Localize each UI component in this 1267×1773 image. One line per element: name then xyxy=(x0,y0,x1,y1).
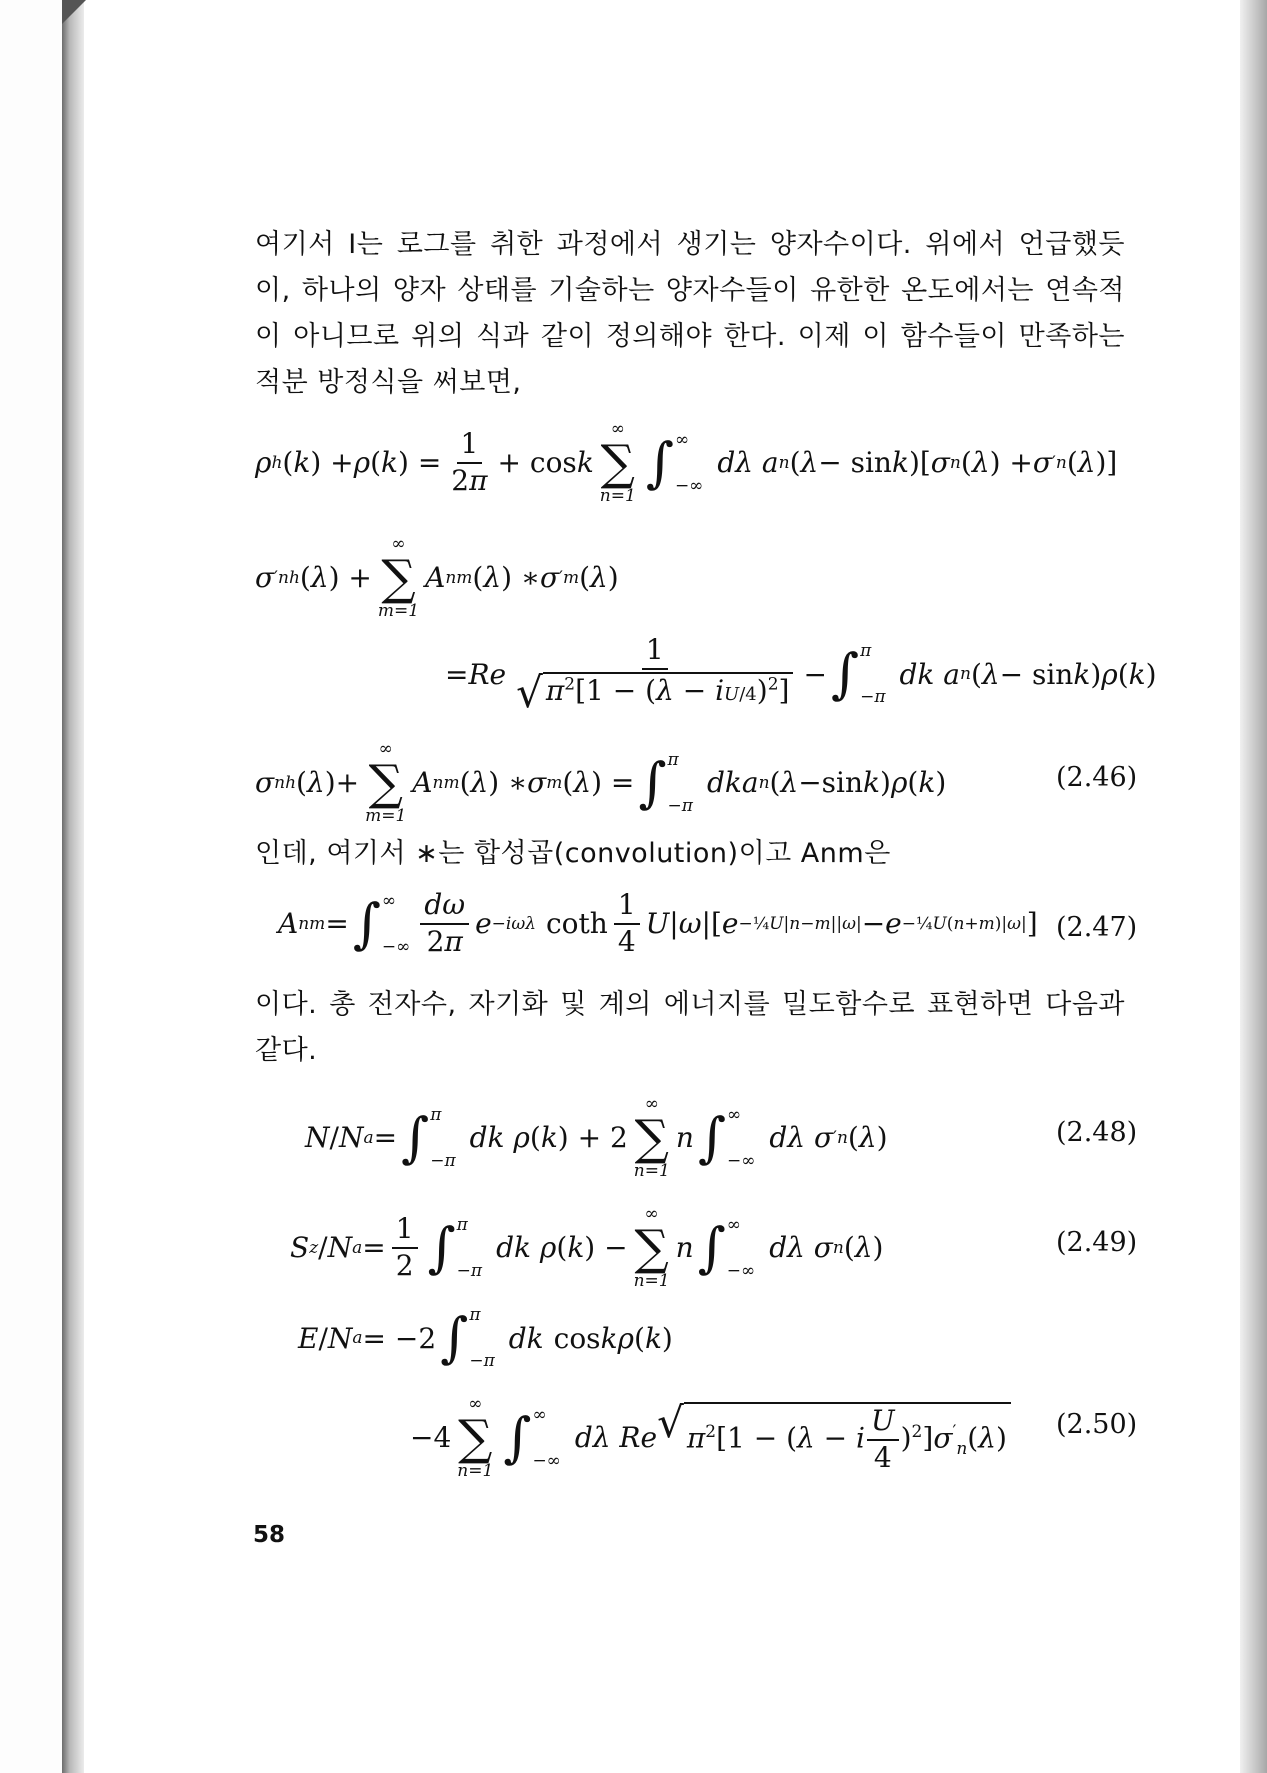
equation-2-50-line1: E / N a = −2 ∫ π −π dk cos kρ ( k ) xyxy=(298,1305,673,1371)
equation-rho: ρ h ( k ) + ρ ( k ) = $\frac{1}{2\pi}$ + cos k ∞ ∑ n=1 ∫ ∞ −∞ dλ a n ( λ − sin k )[ σ n ( λ ) + σ ′ n ( λ )] xyxy=(255,419,1118,506)
equation-number-2-46: (2.46) xyxy=(1056,762,1138,793)
page-number: 58 xyxy=(253,1522,286,1548)
convolution-paragraph: 인데, 여기서 ∗는 합성곱(convolution)이고 Anm은 xyxy=(255,838,891,869)
page-corner-fold xyxy=(62,0,86,24)
intro-paragraph: 여기서 I는 로그를 취한 과정에서 생기는 양자수이다. 위에서 언급했듯이, 하나의 양자 상태를 기술하는 양자수들이 유한한 온도에서는 연속적이 아니므로 위의 식과 같이 정의해야 한다. 이제 이 함수들이 만족하는 적분 방정식을 써보면, xyxy=(255,229,1125,398)
equation-2-47: A nm = ∫ ∞ −∞ $\frac{d\omega}{2\pi}$ e −iωλ coth $\frac{1}{4}$ U | ω |[ e −¼U|n−m||ω| − e −¼U(n+m)|ω| ] xyxy=(278,888,1038,958)
equation-2-48: N / N a = ∫ π −π dk ρ ( k ) + 2 ∞ ∑ n=1 n ∫ ∞ −∞ dλ σ ′ n ( λ ) xyxy=(305,1094,888,1181)
equation-sigma-prime-line2: = Re 1 √ $\pi^2[1 - (\lambda - iU/4)^2]$ − ∫ π −π dk a n ( λ − sin k ) ρ ( k ) xyxy=(445,633,1157,717)
equation-number-2-47: (2.47) xyxy=(1056,912,1138,943)
equation-number-2-48: (2.48) xyxy=(1056,1117,1138,1148)
equation-number-2-49: (2.49) xyxy=(1056,1227,1138,1258)
density-paragraph: 이다. 총 전자수, 자기화 및 계의 에너지를 밀도함수로 표현하면 다음과 같다. xyxy=(255,989,1125,1066)
equation-2-46: σ nh ( λ )+ ∞ ∑ m=1 A nm ( λ ) ∗ σ m ( λ ) = ∫ π −π dka n ( λ −sin k ) ρ ( k ) xyxy=(255,739,947,826)
equation-2-49: S z / N a = $\frac{1}{2}$ ∫ π −π dk ρ ( k ) − ∞ ∑ n=1 n ∫ ∞ −∞ dλ σ n ( λ ) xyxy=(290,1204,884,1291)
page-left-edge-shadow xyxy=(62,0,84,1773)
equation-sigma-prime-line1: σ ′ nh ( λ ) + ∞ ∑ m=1 A nm ( λ ) ∗ σ ′ m ( λ ) xyxy=(255,534,619,621)
equation-number-2-50: (2.50) xyxy=(1056,1409,1138,1440)
equation-2-50-line2: −4 ∞ ∑ n=1 ∫ ∞ −∞ dλ Re √ $\pi^2[1 - (\lambda - i$ $\frac{U}{4}$ )$^2]\sigma'_n(\lambda)$ xyxy=(410,1395,1011,1480)
page-right-edge-shadow xyxy=(1240,0,1267,1773)
